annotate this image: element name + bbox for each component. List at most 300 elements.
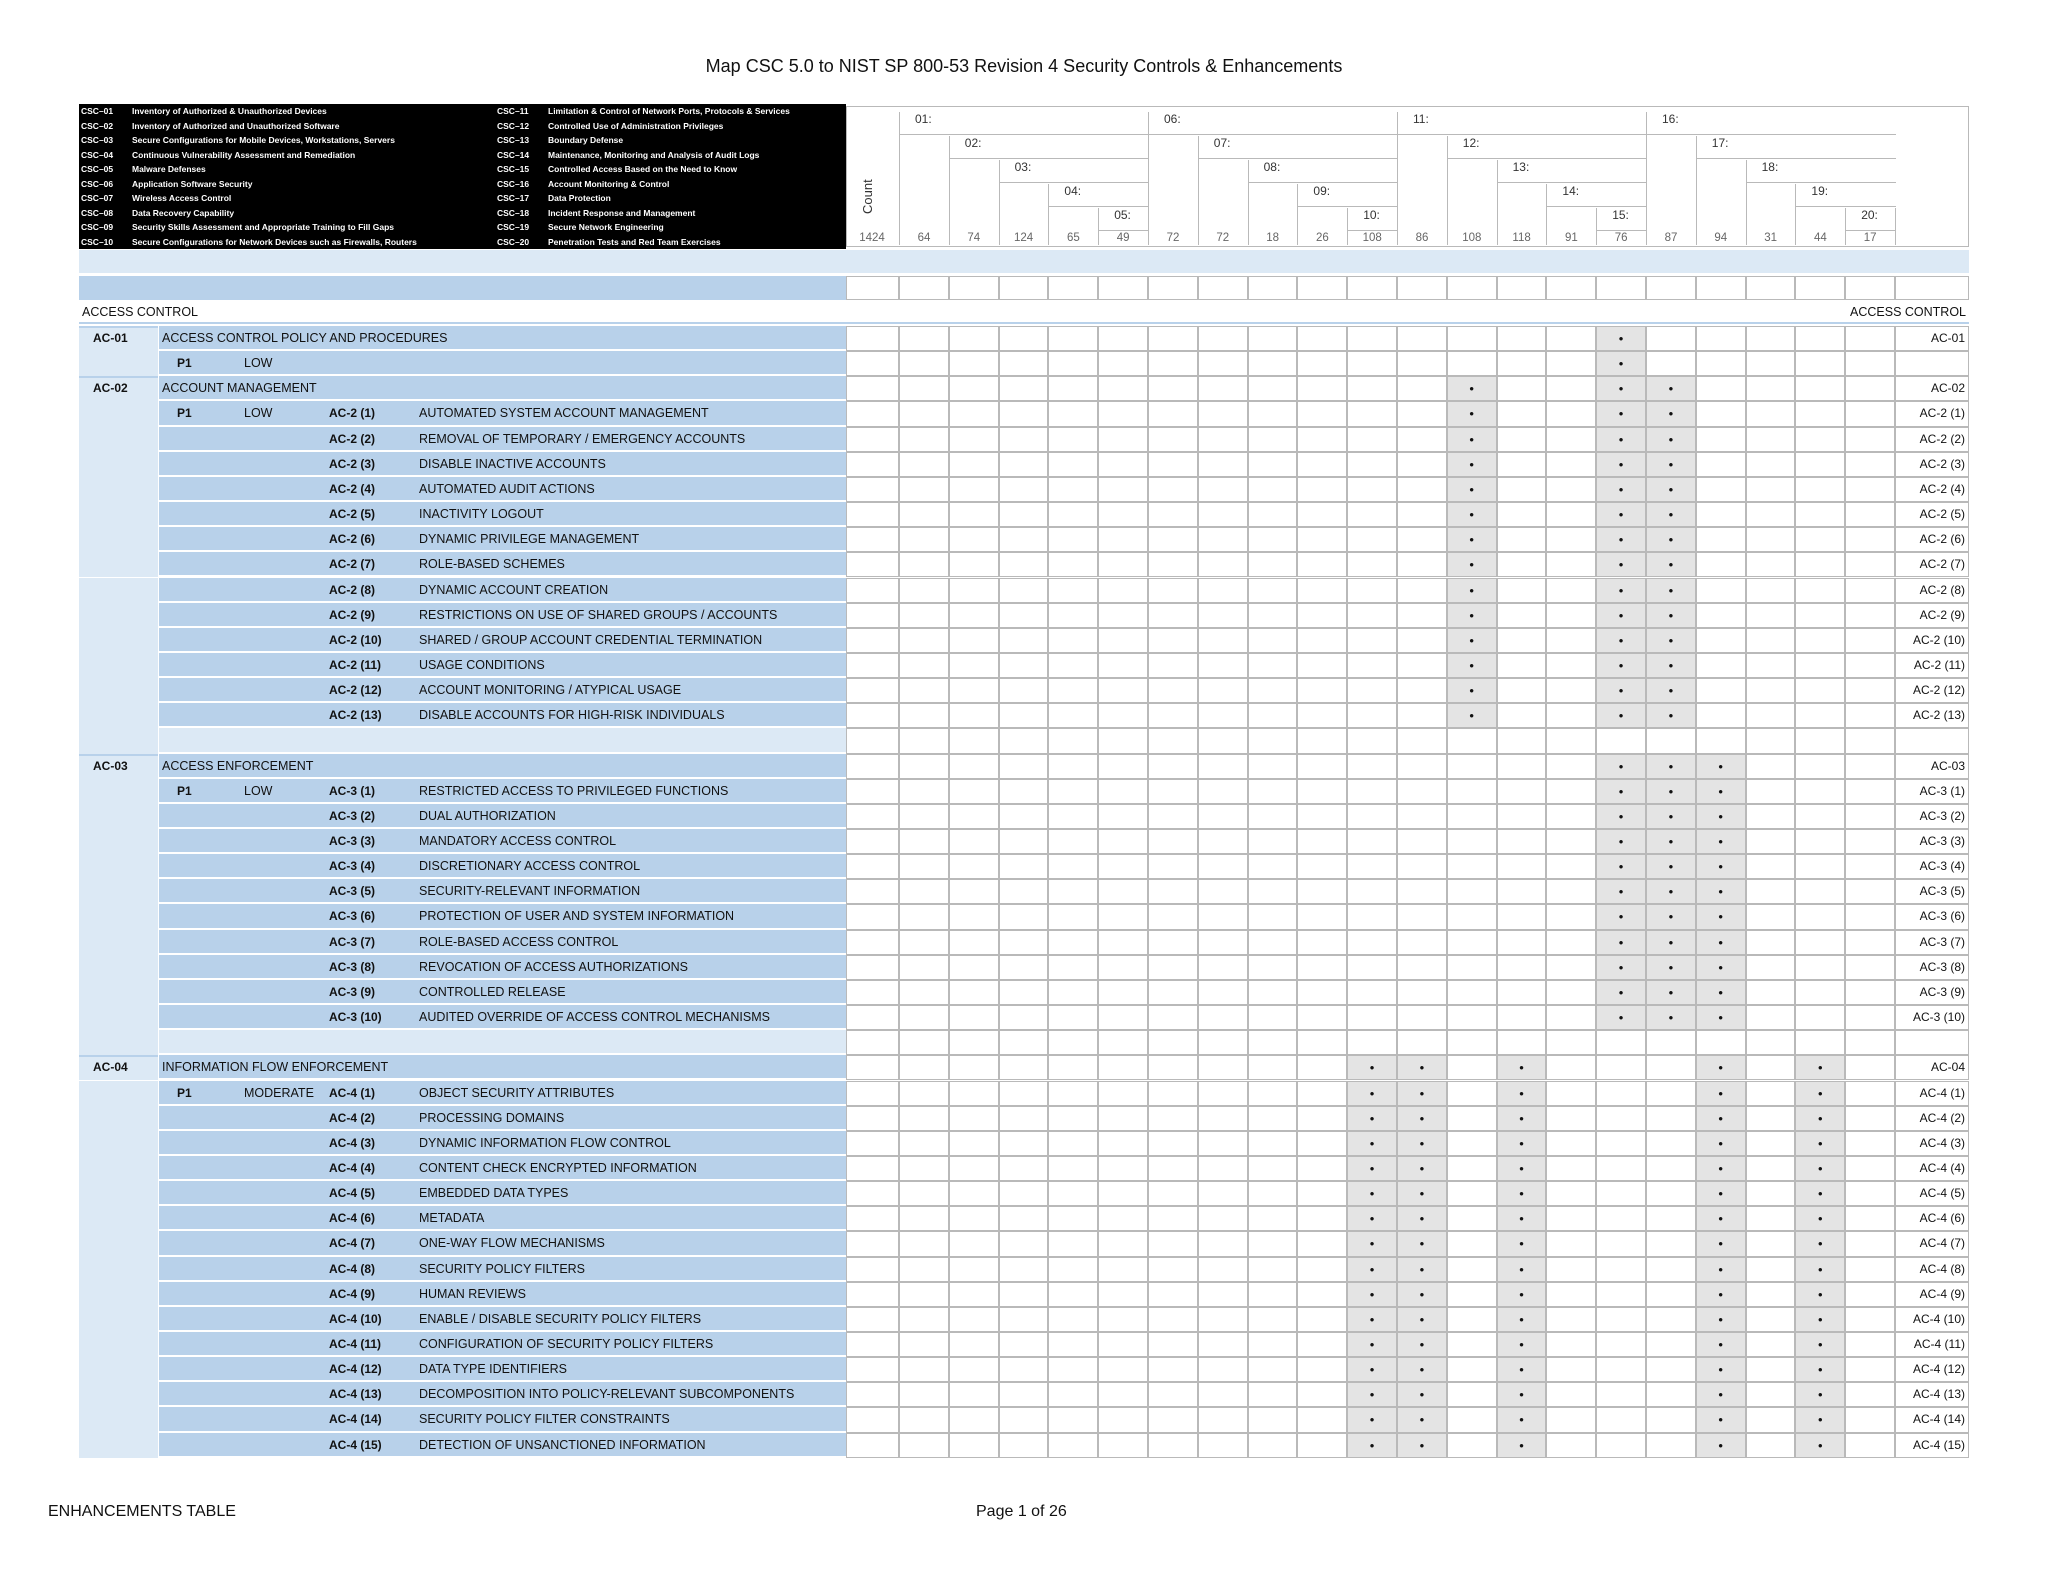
mapping-dot: • [1618, 532, 1624, 548]
family-column [79, 477, 158, 502]
grid-cell [1895, 879, 1969, 904]
grid-cell [1347, 1131, 1397, 1156]
control-label: 19: [1811, 184, 1829, 198]
mapping-dot: • [1818, 1261, 1823, 1277]
grid-cell [999, 628, 1049, 653]
row-label-right: AC-3 (8) [1919, 959, 1965, 974]
grid-cell [1497, 628, 1547, 653]
table-row [79, 1433, 1969, 1458]
table-row [79, 829, 1969, 854]
grid-cell [899, 904, 949, 929]
grid-cell [1148, 829, 1198, 854]
family-column [79, 1181, 158, 1206]
grid-cell [846, 1206, 899, 1231]
mapping-dot: • [1469, 607, 1474, 623]
grid-cell [1397, 703, 1447, 728]
grid-cell [1497, 955, 1547, 980]
grid-cell [1546, 728, 1596, 753]
grid-cell [1347, 879, 1397, 904]
grid-cell [1795, 1005, 1845, 1030]
grid-cell [1746, 401, 1796, 426]
grid-cell [1497, 1206, 1547, 1231]
table-row [79, 1081, 1969, 1106]
grid-cell [1397, 351, 1447, 376]
grid-cell [1198, 1332, 1248, 1357]
grid-cell [1347, 1433, 1397, 1458]
grid-cell [1248, 477, 1298, 502]
grid-cell [999, 502, 1049, 527]
mapping-dot: • [1618, 481, 1624, 497]
priority: P1 [177, 783, 192, 798]
mapping-dot: • [1668, 632, 1674, 648]
column-count: 65 [1066, 232, 1080, 244]
grid-cell [1447, 1055, 1497, 1080]
grid-cell [999, 326, 1049, 351]
grid-cell [1447, 904, 1497, 929]
grid-cell [846, 477, 899, 502]
mapping-dot: • [1469, 632, 1474, 648]
grid-cell [1098, 678, 1148, 703]
grid-cell [1696, 1131, 1746, 1156]
column-count: 72 [1216, 232, 1230, 244]
staircase-line [1597, 230, 1647, 231]
grid-cell [1098, 452, 1148, 477]
mapping-dot: • [1818, 1085, 1823, 1101]
row-label-right: AC-2 (2) [1919, 431, 1965, 446]
enhancement-name: MANDATORY ACCESS CONTROL [419, 834, 617, 848]
column-count: 31 [1764, 232, 1777, 244]
mapping-dot: • [1618, 381, 1624, 397]
grid-cell [899, 1433, 949, 1458]
grid-cell [1297, 904, 1347, 929]
grid-cell [1347, 1282, 1397, 1307]
legend-text: Controlled Use of Administration Privileges [548, 120, 724, 131]
grid-cell [999, 1231, 1049, 1256]
grid-cell [1646, 1005, 1696, 1030]
grid-cell [899, 1206, 949, 1231]
mapping-dot: • [1818, 1135, 1823, 1151]
mapping-dot: • [1469, 456, 1474, 472]
enhancement-code: AC-2 (8) [329, 582, 376, 597]
grid-cell [999, 955, 1049, 980]
grid-cell [1497, 1055, 1547, 1080]
grid-cell [1696, 1357, 1746, 1382]
enhancement-name: SECURITY POLICY FILTERS [419, 1261, 586, 1276]
enhancement-code: AC-4 (5) [329, 1186, 376, 1201]
grid-cell [949, 1307, 999, 1332]
mapping-dot: • [1519, 1286, 1524, 1302]
grid-cell [1347, 603, 1397, 628]
legend-code: CSC–05 [81, 164, 114, 174]
staircase-line [1099, 230, 1149, 231]
grid-cell [1248, 1231, 1298, 1256]
grid-cell [1447, 1357, 1497, 1382]
grid-cell [899, 527, 949, 552]
grid-cell [1497, 1257, 1547, 1282]
grid-cell [1447, 703, 1497, 728]
grid-cell [1895, 1433, 1969, 1458]
grid-cell [1646, 1131, 1696, 1156]
grid-cell [1895, 351, 1969, 376]
grid-cell [1646, 1357, 1696, 1382]
grid-cell [1447, 376, 1497, 401]
legend-text: Inventory of Authorized and Unauthorized Software [132, 120, 340, 131]
grid-cell [1198, 452, 1248, 477]
grid-cell [1397, 1181, 1447, 1206]
grid-cell [899, 1382, 949, 1407]
grid-cell [1297, 879, 1347, 904]
grid-cell [1148, 779, 1198, 804]
grid-cell [1098, 1357, 1148, 1382]
grid-cell [1795, 1206, 1845, 1231]
grid-cell [1248, 703, 1298, 728]
grid-cell [1148, 326, 1198, 351]
table-row [79, 603, 1969, 628]
grid-cell [1646, 1206, 1696, 1231]
row-label-right: AC-3 (9) [1919, 984, 1965, 999]
mapping-dot: • [1369, 1261, 1375, 1277]
grid-cell [1746, 326, 1796, 351]
family-column [79, 452, 158, 477]
mapping-dot: • [1818, 1286, 1823, 1302]
grid-cell [1048, 754, 1098, 779]
grid-cell [1497, 1307, 1547, 1332]
legend-code: CSC–01 [81, 106, 114, 116]
grid-cell [1795, 703, 1845, 728]
grid-cell [1646, 578, 1696, 603]
grid-cell [1596, 1181, 1646, 1206]
mapping-dot: • [1718, 1437, 1723, 1453]
mapping-dot: • [1668, 834, 1674, 849]
row-label-right: AC-2 (6) [1919, 532, 1965, 547]
mapping-dot: • [1419, 1286, 1425, 1302]
grid-cell [1297, 1433, 1347, 1458]
grid-cell [1845, 1407, 1895, 1432]
enhancement-code: AC-4 (4) [329, 1160, 376, 1175]
grid-cell [1148, 1332, 1198, 1357]
grid-cell [846, 552, 899, 577]
legend-code: CSC–03 [81, 135, 114, 145]
grid-cell [999, 376, 1049, 401]
grid-cell [1895, 829, 1969, 854]
grid-cell [1198, 1382, 1248, 1407]
grid-cell [1397, 1055, 1447, 1080]
grid-cell [1646, 854, 1696, 879]
grid-cell [1546, 1332, 1596, 1357]
grid-cell [1098, 930, 1148, 955]
grid-cell [1895, 1030, 1969, 1055]
grid-cell [1248, 930, 1298, 955]
grid-cell [1646, 276, 1696, 300]
grid-cell [1048, 904, 1098, 929]
grid-cell [1646, 1307, 1696, 1332]
grid-cell [1845, 1433, 1895, 1458]
legend-text: Data Recovery Capability [132, 207, 235, 218]
family-column [79, 804, 158, 829]
grid-cell [1447, 477, 1497, 502]
grid-cell [1148, 1106, 1198, 1131]
grid-cell [899, 1005, 949, 1030]
grid-cell [1646, 955, 1696, 980]
grid-cell [1795, 829, 1845, 854]
grid-cell [1596, 527, 1646, 552]
enhancement-name: DYNAMIC ACCOUNT CREATION [419, 582, 609, 597]
grid-cell [999, 1005, 1049, 1030]
grid-cell [1347, 1357, 1397, 1382]
mapping-dot: • [1469, 582, 1474, 598]
grid-cell [1248, 1433, 1298, 1458]
grid-cell [1646, 401, 1696, 426]
grid-cell [1746, 628, 1796, 653]
row-label-right: AC-4 (7) [1919, 1236, 1965, 1251]
grid-cell [1198, 1257, 1248, 1282]
mapping-dot: • [1668, 607, 1674, 623]
legend-code: CSC–12 [497, 120, 530, 131]
grid-cell [1546, 1231, 1596, 1256]
grid-cell [899, 628, 949, 653]
grid-cell [1845, 879, 1895, 904]
enhancement-name: SHARED / GROUP ACCOUNT CREDENTIAL TERMINATION [419, 632, 763, 647]
mapping-table [79, 104, 1969, 1458]
mapping-dot: • [1519, 1412, 1524, 1428]
grid-cell [1248, 754, 1298, 779]
enhancement-code: AC-4 (3) [329, 1135, 376, 1150]
control-label: 18: [1761, 160, 1779, 174]
grid-cell [846, 326, 899, 351]
row-label-right: AC-4 (1) [1919, 1085, 1965, 1100]
staircase-line [1647, 134, 1896, 135]
grid-cell [1746, 930, 1796, 955]
family-column [79, 1282, 158, 1307]
mapping-dot: • [1369, 1110, 1375, 1126]
grid-cell [1596, 552, 1646, 577]
grid-cell [1248, 1005, 1298, 1030]
legend-code: CSC–18 [497, 207, 530, 218]
row-label-right: AC-04 [1930, 1060, 1965, 1075]
grid-cell [949, 1131, 999, 1156]
grid-cell [846, 1307, 899, 1332]
grid-cell [1048, 703, 1098, 728]
row-label-right: AC-4 (4) [1919, 1160, 1965, 1175]
enhancement-code: AC-4 (9) [329, 1286, 376, 1301]
grid-cell [1248, 1055, 1298, 1080]
grid-cell [1447, 1332, 1497, 1357]
grid-cell [1596, 728, 1646, 753]
grid-cell [1746, 351, 1796, 376]
grid-cell [899, 678, 949, 703]
column-count: 18 [1266, 232, 1279, 244]
grid-cell [1198, 904, 1248, 929]
mapping-dot: • [1419, 1261, 1425, 1277]
grid-cell [899, 955, 949, 980]
grid-cell [1397, 879, 1447, 904]
mapping-dot: • [1668, 909, 1674, 925]
grid-cell [999, 980, 1049, 1005]
grid-cell [1696, 452, 1746, 477]
grid-cell [1098, 1156, 1148, 1181]
grid-cell [1098, 1081, 1148, 1106]
grid-cell [1347, 477, 1397, 502]
mapping-dot: • [1668, 783, 1674, 799]
section-title: ACCESS CONTROL [82, 305, 198, 319]
grid-cell [899, 578, 949, 603]
mapping-dot: • [1668, 557, 1674, 573]
grid-cell [846, 653, 899, 678]
grid-cell [1895, 1106, 1969, 1131]
grid-cell [1148, 728, 1198, 753]
row-label-right: AC-3 (7) [1919, 934, 1965, 949]
mapping-dot: • [1519, 1211, 1524, 1227]
grid-cell [999, 703, 1049, 728]
grid-cell [1397, 552, 1447, 577]
legend-text: Limitation & Control of Network Ports, Protocols & Services [548, 106, 790, 116]
grid-cell [1397, 1131, 1447, 1156]
grid-cell [1746, 779, 1796, 804]
grid-cell [1746, 1307, 1796, 1332]
row-label-right: AC-4 (11) [1913, 1337, 1965, 1351]
grid-cell [1696, 1257, 1746, 1282]
grid-cell [1845, 1156, 1895, 1181]
grid-cell [1895, 980, 1969, 1005]
control-label: 05: [1114, 208, 1131, 222]
grid-cell [949, 1206, 999, 1231]
column-count: 87 [1664, 232, 1678, 244]
grid-cell [1048, 1282, 1098, 1307]
grid-cell [1646, 1382, 1696, 1407]
staircase-line [1498, 182, 1647, 183]
grid-cell [1397, 326, 1447, 351]
grid-cell [1895, 1005, 1969, 1030]
grid-cell [899, 930, 949, 955]
grid-cell [1347, 552, 1397, 577]
grid-cell [1297, 552, 1347, 577]
grid-cell [1845, 754, 1895, 779]
grid-cell [1098, 829, 1148, 854]
enhancement-code: AC-2 (10) [329, 632, 382, 647]
grid-cell [1696, 376, 1746, 401]
row-label-right: AC-4 (14) [1912, 1412, 1965, 1427]
grid-cell [1546, 276, 1596, 300]
grid-cell [1596, 1081, 1646, 1106]
grid-cell [846, 1131, 899, 1156]
staircase-line [900, 134, 1149, 135]
grid-cell [1447, 854, 1497, 879]
family-column [79, 1407, 158, 1432]
row-label-right: AC-3 (5) [1919, 884, 1965, 899]
grid-cell [1895, 678, 1969, 703]
grid-cell [999, 754, 1049, 779]
mapping-dot: • [1519, 1110, 1524, 1126]
grid-cell [1795, 603, 1845, 628]
mapping-dot: • [1469, 683, 1474, 699]
column-count: 64 [917, 232, 931, 244]
grid-cell [1497, 1357, 1547, 1382]
family-column [79, 502, 158, 527]
grid-cell [1098, 1206, 1148, 1231]
control-code: AC-03 [93, 758, 128, 773]
enhancement-code: AC-4 (14) [329, 1412, 382, 1427]
grid-cell [1646, 1106, 1696, 1131]
grid-cell [1098, 728, 1148, 753]
page-number: Page 1 of 26 [976, 1503, 1067, 1520]
grid-cell [1248, 376, 1298, 401]
grid-cell [1297, 427, 1347, 452]
priority: P1 [177, 406, 192, 421]
grid-cell [1845, 326, 1895, 351]
grid-cell [1546, 955, 1596, 980]
grid-cell [1198, 527, 1248, 552]
grid-cell [1895, 653, 1969, 678]
grid-cell [999, 678, 1049, 703]
grid-cell [1845, 1382, 1895, 1407]
baseline: LOW [244, 356, 273, 371]
grid-cell [1546, 351, 1596, 376]
mapping-dot: • [1618, 834, 1624, 849]
grid-cell [999, 1357, 1049, 1382]
family-column [79, 1206, 158, 1231]
mapping-dot: • [1668, 381, 1674, 397]
grid-cell [1198, 1081, 1248, 1106]
mapping-dot: • [1618, 808, 1624, 824]
grid-cell [949, 477, 999, 502]
enhancement-name: REMOVAL OF TEMPORARY / EMERGENCY ACCOUNTS [419, 431, 746, 446]
grid-cell [949, 578, 999, 603]
grid-cell [899, 1131, 949, 1156]
grid-cell [1248, 1332, 1298, 1357]
staircase-line [1547, 206, 1647, 207]
grid-cell [1646, 477, 1696, 502]
mapping-dot: • [1618, 456, 1624, 472]
grid-cell [1297, 1181, 1347, 1206]
grid-cell [1297, 276, 1347, 300]
grid-cell [846, 779, 899, 804]
grid-cell [1447, 653, 1497, 678]
grid-cell [1546, 552, 1596, 577]
column-divider [1895, 208, 1896, 245]
mapping-dot: • [1718, 1387, 1723, 1403]
mapping-dot: • [1469, 431, 1474, 447]
grid-cell [846, 578, 899, 603]
grid-cell [1646, 904, 1696, 929]
grid-cell [1347, 351, 1397, 376]
grid-cell [1845, 854, 1895, 879]
control-label: 01: [915, 112, 932, 126]
legend-code: CSC–11 [497, 106, 529, 116]
enhancement-name: EMBEDDED DATA TYPES [419, 1186, 569, 1201]
grid-cell [1497, 276, 1547, 300]
grid-cell [1447, 1257, 1497, 1282]
grid-cell [1198, 351, 1248, 376]
table-row [79, 879, 1969, 904]
grid-cell [1397, 1433, 1447, 1458]
grid-cell [1696, 1407, 1746, 1432]
grid-cell [1347, 703, 1397, 728]
enhancement-name: DISABLE ACCOUNTS FOR HIGH-RISK INDIVIDUALS [419, 708, 725, 723]
mapping-dot: • [1818, 1160, 1823, 1176]
grid-cell [1347, 427, 1397, 452]
mapping-dot: • [1369, 1160, 1375, 1176]
row-label-right: AC-3 (1) [1919, 783, 1965, 798]
grid-cell [1297, 603, 1347, 628]
table-row [79, 1005, 1969, 1030]
mapping-dot: • [1419, 1437, 1425, 1453]
grid-cell [1795, 452, 1845, 477]
grid-cell [1497, 427, 1547, 452]
grid-cell [1895, 854, 1969, 879]
grid-cell [1845, 1357, 1895, 1382]
grid-cell [1098, 527, 1148, 552]
grid-cell [1895, 955, 1969, 980]
